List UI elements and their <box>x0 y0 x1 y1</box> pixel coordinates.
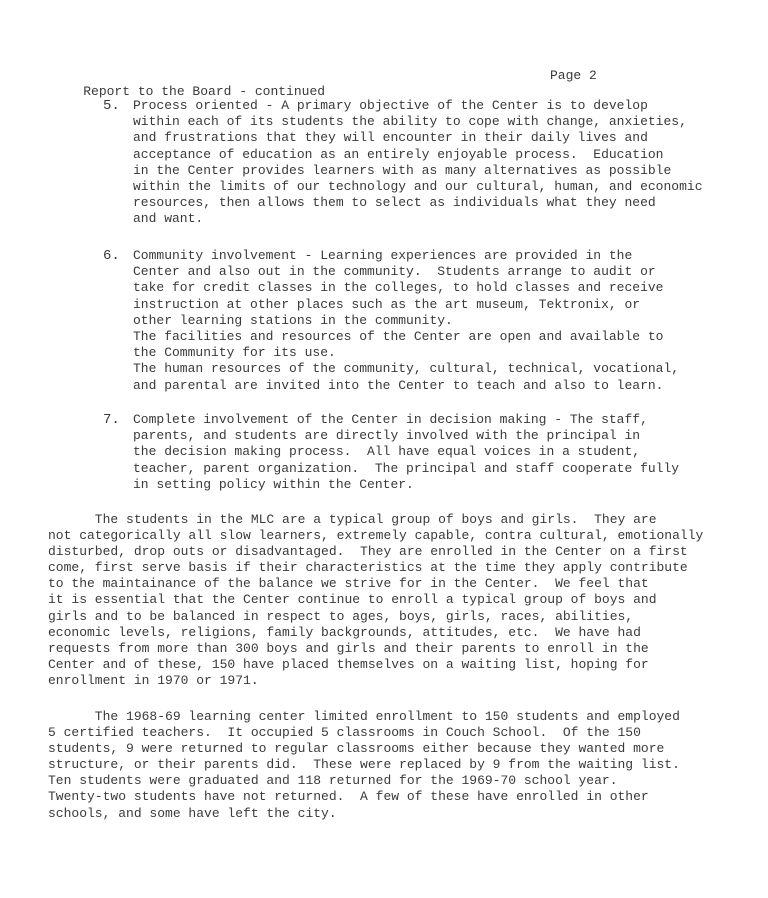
list-item-text: Complete involvement of the Center in decision making - The staff, parents, and students are directly involved with the principal in the decision making process. All have equal voices in a student, teacher, parent organization. The principal and staff cooperate fully in setting policy within the Center. <box>133 412 680 492</box>
list-item-number: 7. <box>103 412 120 428</box>
list-item-number: 5. <box>103 98 120 114</box>
list-item-text: Community involvement - Learning experiences are provided in the Center and also out in the community. Students arrange to audit or take for credit classes in the colleges, to hold classes and receive instruction at other places such as the art museum, Tektronix, or other learning stations in the community. The facilities and resources of the Center are open and available to the Community for its use. The human resources of the community, cultural, technical, vocational, and parental are invited into the Center to teach and also to learn. <box>133 248 680 393</box>
body-paragraph: The 1968-69 learning center limited enrollment to 150 students and employed 5 certified teachers. It occupied 5 classrooms in Couch School. Of the 150 students, 9 were returned to regular classrooms either because they wanted more structure, or their parents did. These were replaced by 9 from the waiting list. Ten students were graduated and 118 returned for the 1969-70 school year. Twenty-two students have not returned. A few of these have enrolled in other schools, and some have left the city. <box>48 709 680 821</box>
body-paragraph: The students in the MLC are a typical group of boys and girls. They are not categorically all slow learners, extremely capable, contra cultural, emotionally disturbed, drop outs or disadvantaged. They are enrolled in the Center on a first come, first serve basis if their characteristics at the time they apply contribute to the maintainance of the balance we strive for in the Center. We feel that it is essential that the Center continue to enroll a typical group of boys and girls and to be balanced in respect to ages, boys, girls, races, abilities, economic levels, religions, family backgrounds, attitudes, etc. We have had requests from more than 300 boys and girls and their parents to enroll in the Center and of these, 150 have placed themselves on a waiting list, hoping for enrollment in 1970 or 1971. <box>48 512 704 688</box>
list-item-text: Process oriented - A primary objective of the Center is to develop within each of its students the ability to cope with change, anxieties, and frustrations that they will encounter in their daily lives and acceptance of education as an entirely enjoyable process. Education in the Center provides learners with as many alternatives as possible within the limits of our technology and our cultural, human, and economic resources, then allows them to select as individuals what they need and want. <box>133 98 703 227</box>
page-number: Page 2 <box>550 68 597 83</box>
header-title: Report to the Board - continued <box>83 84 326 99</box>
list-item-number: 6. <box>103 248 120 264</box>
